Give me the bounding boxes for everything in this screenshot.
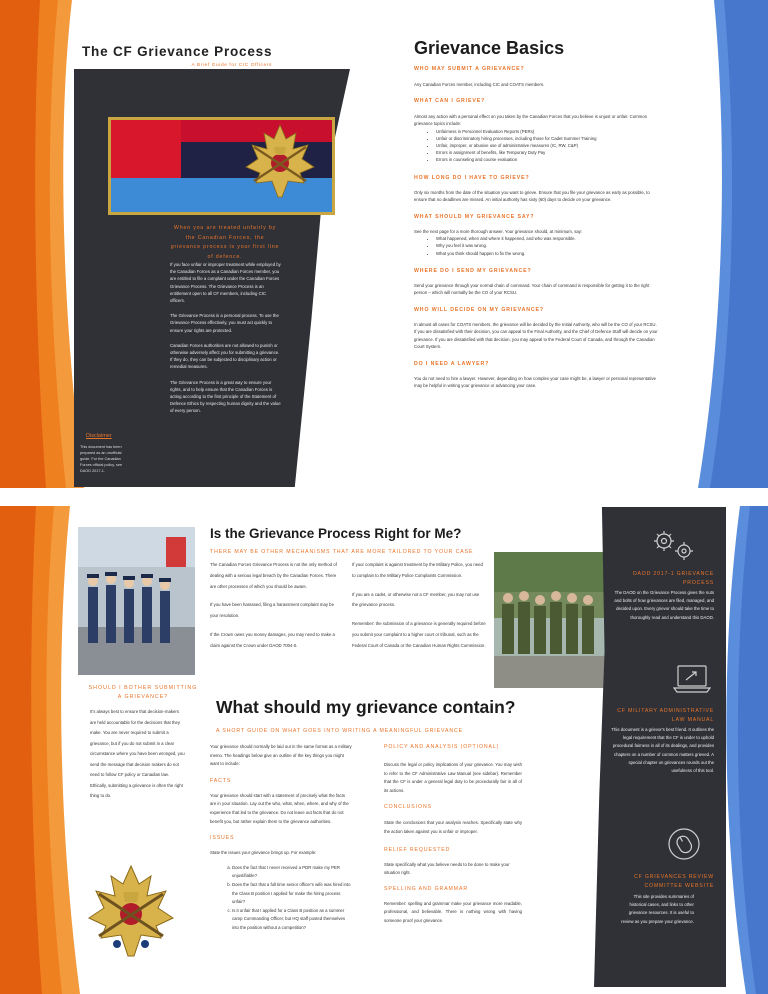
answer-text: Only six months from the date of the situation you want to grieve. Ensure that you file your grievance as early as possible, to ensure that no deadlines are missed. An initial authority has sixty (60) days to decide on your grievance. bbox=[414, 189, 650, 202]
list-item: • Errors in counseling and course evaluation bbox=[436, 156, 660, 163]
list-item: a. Does the fact that I never received a PDR make my PER unjustifiable? bbox=[232, 864, 352, 881]
resource-text: This document is a grievor's best friend. It outlines the legal requirement that the CF is under to uphold procedural fairness in all of its dealings, and provides chapters on a number of common matters grieved. A special chapter on grievances rounds out the usefulness of this tool. bbox=[611, 727, 714, 774]
paragraph: Remember: the submission of a grievance is generally required before you submit your complaint to a higher court or tribunal, such as the Federal Court of Canada or the Canadian Human Rights Commission. bbox=[352, 621, 486, 648]
paragraph: State specifically what you believe needs to be done to make your situation right. bbox=[384, 861, 510, 876]
resource-text: This site provides summaries of historical cases, and links to other grievance resources. It is useful to review as you prepare your grievance. bbox=[621, 894, 694, 924]
answer-text: In almost all cases for COATS members, the grievance will be decided by the Initial Authority, who will be the CO of your RCSU. If you are dissatisfied with their decision, you can appeal to the Final Authority, and the Chief of Defence Staff will decide on your grievance. If you are dissatisfied with that decision, you may appeal to the Federal Court of Canada, and through the Canadian Court System. bbox=[414, 322, 658, 349]
paragraph: Your grievance should start with a statement of precisely what the facts are in your situation. Lay out the who, what, when, where, and why of the experience that led to the grievance. Do not leave out facts that do not benefit you, but rather explain them to the grievance authorities. bbox=[210, 792, 349, 824]
paragraph: If your complaint is against treatment by the Military Police, you need to complain to the Military Police Complaints Commission. bbox=[352, 562, 483, 578]
bother-heading: SHOULD I BOTHER SUBMITTING A GRIEVANCE? bbox=[88, 685, 198, 700]
issues-list bbox=[210, 864, 352, 933]
answer-text: Almost any action with a personal effect on you taken by the Canadian Forces that you believe is unjust or unfair. Common grievance topics include: bbox=[414, 114, 648, 127]
question-heading: HOW LONG DO I HAVE TO GRIEVE? bbox=[414, 174, 530, 181]
marching-cadets-photo bbox=[78, 527, 195, 675]
cover-tagline: When you are treated unfairly by the Canadian Forces, the grievance process is your first line of defence. bbox=[170, 225, 280, 260]
question-heading: WHO MAY SUBMIT A GRIEVANCE? bbox=[414, 66, 525, 72]
section-heading: CONCLUSIONS bbox=[384, 804, 432, 811]
right-for-me-title: Is the Grievance Process Right for Me? bbox=[210, 526, 462, 541]
paragraph: Remember: spelling and grammar make your grievance more readable, professional, and believable. There is nothing wrong with having someone proof your grievance. bbox=[384, 900, 522, 923]
list-item: • What happened, when and where it happened, and who was responsible. bbox=[436, 235, 660, 242]
answer-text: See the next page for a more thorough answer. Your grievance should, at minimum, say: bbox=[414, 229, 583, 235]
list-item: • Unfair or discriminatory hiring processes, including those for Cadet Summer Training bbox=[436, 135, 660, 142]
section-heading: FACTS bbox=[210, 777, 232, 784]
paragraph: State the issues your grievance brings up. For example: bbox=[210, 850, 317, 856]
answer-text: You do not need to hire a lawyer. However, depending on how complex your case might be, a lawyer or personal representative may be helpful in writing your grievance or advancing your case. bbox=[414, 376, 657, 389]
paragraph: The Canadian Forces Grievance Process is not the only method of dealing with a serious legal breach by the Canadian Forces. There are other processes of which you should be aware. bbox=[210, 562, 337, 589]
grievance-content-list bbox=[414, 235, 660, 257]
disclaimer-text: This document has been prepared as an unofficial guide. For the Canadian Forces official policy, see DAOD 2017-1. bbox=[80, 445, 123, 473]
cover-paragraph: The Grievance Process is a personal process. To use the Grievance Process effectively, you must act quickly to ensure your rights are protected. bbox=[170, 313, 279, 333]
contain-subtitle: A SHORT GUIDE ON WHAT GOES INTO WRITING A MEANINGFUL GRIEVANCE bbox=[216, 728, 463, 734]
section-heading: ISSUES bbox=[210, 835, 235, 842]
question-heading: DO I NEED A LAWYER? bbox=[414, 361, 490, 368]
soldiers-photo bbox=[494, 552, 606, 688]
answer-text: Send your grievance through your normal chain of command. Your chain of command is responsible for getting it to the right person – which will normally be the CO of your RCSU. bbox=[414, 282, 650, 296]
cover-body bbox=[170, 261, 282, 415]
paragraph: Discuss the legal or policy implications of your grievance. You may wish to refer to the CF Administrative Law Manual (see sidebar). Remember that the CF is under a general legal duty to be procedurally fair in all of its actions. bbox=[384, 762, 522, 793]
paragraph: If you have been harassed, filing a harassment complaint may be your resolution. bbox=[210, 602, 334, 619]
canadian-forces-flag bbox=[108, 117, 335, 215]
right-for-me-col2 bbox=[352, 560, 486, 652]
paragraph: If the Crown owes you money damages, you may need to make a claim against the Crown under DAOD 7004-0. bbox=[210, 631, 335, 648]
list-item: • Errors in assignment of benefits, like Temporary Duty Pay bbox=[436, 149, 660, 156]
cover-paragraph: If you face unfair or improper treatment while employed by the Canadian Forces as a Canadian Forces member, you are entitled to file a complaint under the Canadian Forces Grievance Process. The Grievance Process is an entitlement open to all CF members, including CIC officers. bbox=[170, 262, 281, 304]
bother-text: It's always best to ensure that decision-makers are held accountable for the decisions that they make. You are never required to submit a grievance, but if you do not submit in a clear circumstance where you have been wronged, you send the message that decision makers do not need to follow CF policy or Canadian law. Ethically, submitting a grievance is often the right thing to do. bbox=[90, 709, 185, 798]
gears-icon bbox=[648, 527, 700, 563]
section-heading: RELIEF REQUESTED bbox=[384, 846, 451, 853]
contain-col2 bbox=[384, 744, 522, 926]
question-heading: WHAT SHOULD MY GRIEVANCE SAY? bbox=[414, 214, 535, 221]
laptop-icon bbox=[672, 662, 712, 696]
section-heading: POLICY AND ANALYSIS (OPTIONAL) bbox=[384, 744, 500, 750]
paragraph: State the conclusions that your analysis reaches. Specifically state why the action taken against you is unfair or improper. bbox=[384, 820, 522, 834]
section-heading: SPELLING AND GRAMMAR bbox=[384, 885, 469, 892]
resource-title: CF GRIEVANCES REVIEW COMMITTEE WEBSITE bbox=[634, 874, 714, 889]
cover-title: The CF Grievance Process bbox=[82, 44, 273, 59]
mouse-icon bbox=[664, 826, 704, 864]
resource-text: The DAOD on the Grievance Process gives the nuts and bolts of how grievances are filed, managed, and decided upon. Every grievor should take the time to thoroughly read and understand this DAOD. bbox=[614, 590, 714, 620]
resource-title: DAOD 2017-1 GRIEVANCE PROCESS bbox=[633, 571, 714, 586]
list-item: c. Is it unfair that I applied for a Class B position as a summer camp Commanding Officer, but HQ staff posted themselves into the position without a competition? bbox=[232, 907, 352, 933]
paragraph: Your grievance should normally be laid out in the same format as a military memo. The headings below give an outline of the key things you might want to include: bbox=[210, 744, 352, 767]
basics-content bbox=[414, 66, 660, 389]
list-item: • Unfair, improper, or abusive use of administrative measures (IC, RW, C&P) bbox=[436, 142, 660, 149]
right-for-me-col1 bbox=[210, 560, 342, 652]
contain-title: What should my grievance contain? bbox=[216, 697, 516, 717]
question-heading: WHO WILL DECIDE ON MY GRIEVANCE? bbox=[414, 307, 544, 314]
contain-col1 bbox=[210, 743, 352, 933]
grievable-topics-list bbox=[414, 128, 660, 164]
list-item: • What you think should happen to fix the wrong. bbox=[436, 250, 660, 257]
top-right-blue-swoosh bbox=[690, 0, 768, 488]
paragraph: If you are a cadet, or otherwise not a CF member, you may not use the grievance process. bbox=[352, 591, 480, 608]
question-heading: WHAT CAN I GRIEVE? bbox=[414, 98, 486, 105]
disclaimer-title: Disclaimer bbox=[86, 433, 112, 439]
canadian-forces-crest bbox=[76, 860, 186, 980]
cover-subtitle: A Brief Guide for CIC Officers bbox=[191, 63, 272, 68]
list-item: b. Does the fact that a full time senior officer's wife was hired into the Class B position I applied for make the hiring process unfair? bbox=[232, 881, 352, 907]
answer-text: Any Canadian Forces member, including CIC and COATS members. bbox=[414, 82, 545, 87]
basics-title: Grievance Basics bbox=[414, 38, 565, 58]
resource-title: CF MILITARY ADMINISTRATIVE LAW MANUAL bbox=[617, 708, 714, 723]
right-for-me-subtitle: THERE MAY BE OTHER MECHANISMS THAT ARE MORE TAILORED TO YOUR CASE bbox=[210, 549, 474, 555]
list-item: • Why you feel it was wrong. bbox=[436, 242, 660, 249]
list-item: • Unfairness in Personnel Evaluation Reports (PERs) bbox=[436, 128, 660, 135]
cover-paragraph: The Grievance Process is a great way to ensure your rights, and to help ensure that the Canadian Forces is acting according to the first principle of the Statement of Defence Ethics by respecting human dignity and the value of every person. bbox=[170, 379, 281, 414]
question-heading: WHERE DO I SEND MY GRIEVANCE? bbox=[414, 267, 532, 274]
cover-paragraph: Canadian Forces authorities are not allowed to punish or otherwise adversely affect you for submitting a grievance. If they do, they can be subjected to disciplinary action or remedial measures. bbox=[170, 342, 280, 370]
